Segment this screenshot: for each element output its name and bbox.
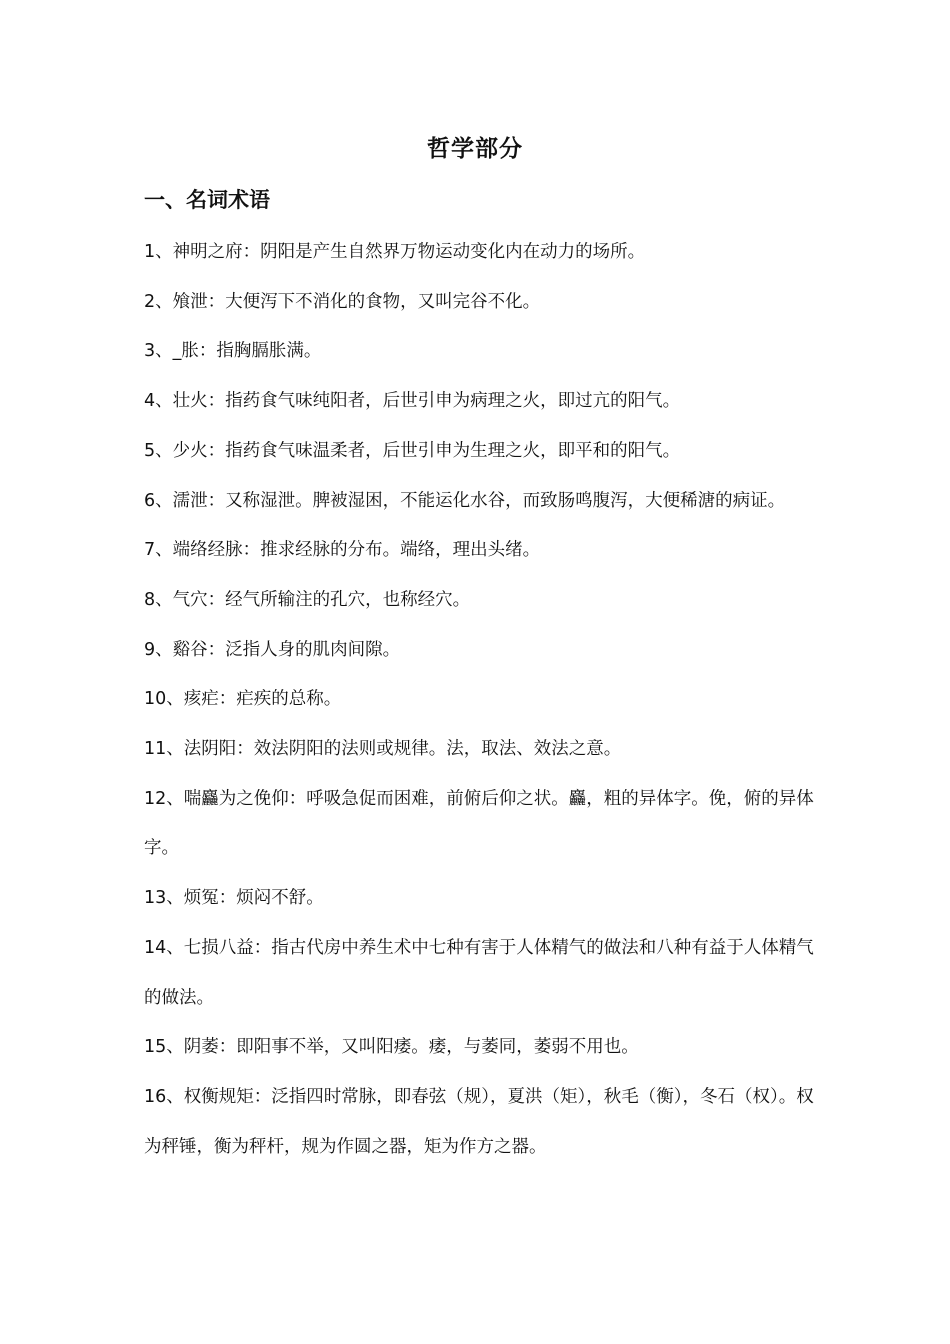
document-title: 哲学部分: [427, 136, 523, 162]
term-entry: 12、喘麤为之俛仰：呼吸急促而困难，前俯后仰之状。麤，粗的异体字。俛，俯的异体字。: [144, 788, 814, 859]
term-list: [144, 228, 814, 1172]
term-entry: 16、权衡规矩：泛指四时常脉，即春弦（规），夏洪（矩），秋毛（衡），冬石（权）。权为秤锤，衡为秤杆，规为作圆之器，矩为作方之器。: [144, 1086, 814, 1157]
term-entry: 4、壮火：指药食气味纯阳者，后世引申为病理之火，即过亢的阳气。: [144, 391, 681, 412]
term-entry: 9、谿谷：泛指人身的肌肉间隙。: [144, 639, 401, 660]
term-entry: 15、阴萎：即阳事不举，又叫阳痿。痿，与萎同，萎弱不用也。: [144, 1037, 639, 1058]
term-entry: 13、烦冤：烦闷不舒。: [144, 888, 324, 909]
term-entry: 5、少火：指药食气味温柔者，后世引申为生理之火，即平和的阳气。: [144, 440, 681, 461]
term-entry: 11、法阴阳：效法阴阳的法则或规律。法，取法、效法之意。: [144, 739, 622, 760]
term-entry: 14、七损八益：指古代房中养生术中七种有害于人体精气的做法和八种有益于人体精气的做法。: [144, 937, 814, 1008]
section-heading: 一、名词术语: [144, 188, 270, 212]
term-entry: 6、濡泄：又称湿泄。脾被湿困，不能运化水谷，而致肠鸣腹泻，大便稀溏的病证。: [144, 490, 786, 511]
term-entry: 3、_胀：指胸膈胀满。: [144, 341, 322, 362]
term-entry: 7、端络经脉：推求经脉的分布。端络，理出头绪。: [144, 540, 541, 561]
term-entry: 10、痎疟：疟疾的总称。: [144, 689, 342, 710]
term-entry: 8、气穴：经气所输注的孔穴，也称经穴。: [144, 589, 471, 610]
term-entry: 2、飧泄：大便泻下不消化的食物，又叫完谷不化。: [144, 291, 541, 312]
term-entry: 1、神明之府：阴阳是产生自然界万物运动变化内在动力的场所。: [144, 242, 646, 262]
